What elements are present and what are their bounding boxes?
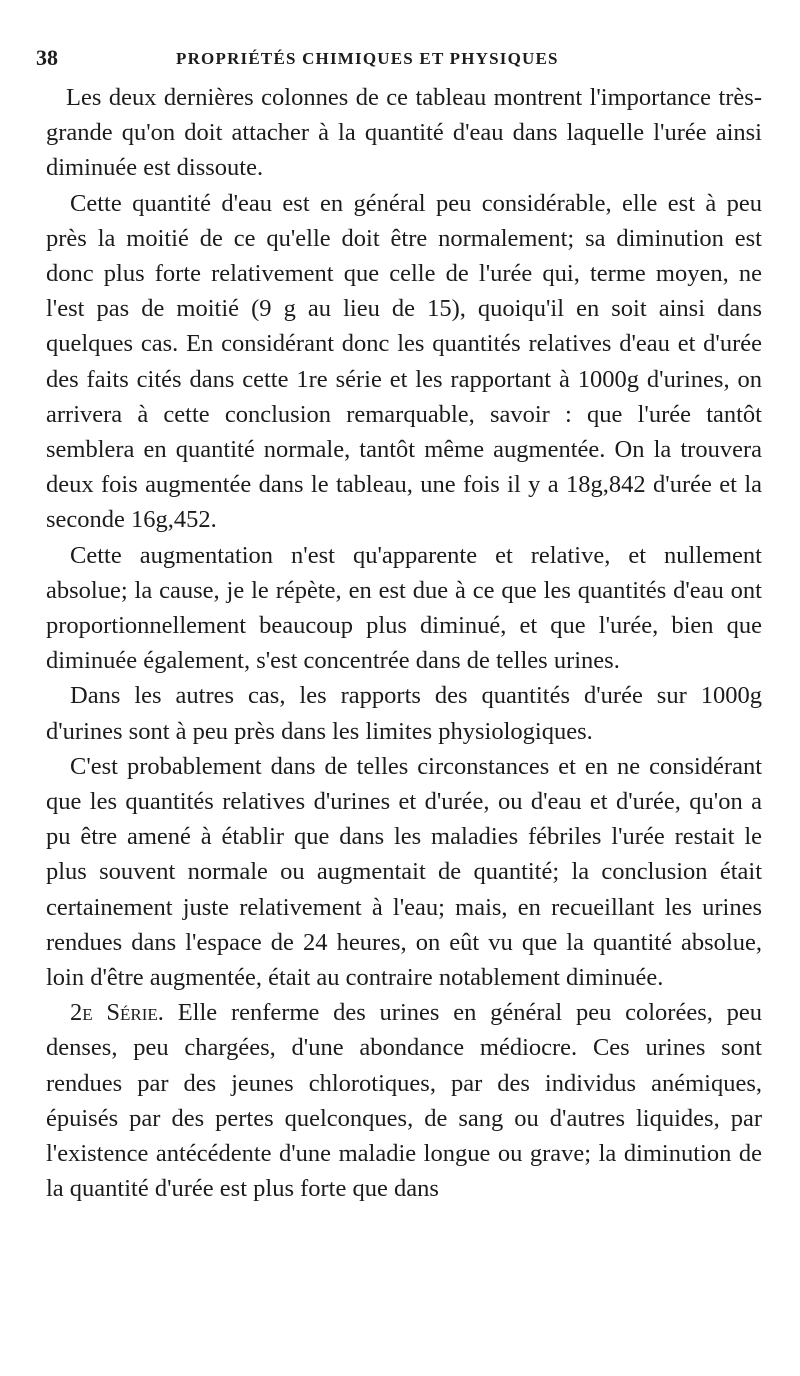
paragraph-2: Cette quantité d'eau est en général peu considérable, elle est à peu près la moitié de ce qu'elle doit être normalement; sa diminution est donc plus forte relativement que celle de l'urée qui, terme moyen, ne l'est pas de moitié (9 g au lieu de 15), quoiqu'il en soit ainsi dans quelques cas. En considérant donc les quantités relatives d'eau et d'urée des faits cités dans cette 1re série et les rapportant à 1000g d'urines, on arrivera à cette conclusion remarquable, savoir : que l'urée tantôt semblera en quantité normale, tantôt même augmentée. On la trouvera deux fois augmentée dans le tableau, une fois il y a 18g,842 d'urée et la seconde 16g,452. [46, 189, 762, 534]
paragraph-5: C'est probablement dans de telles circonstances et en ne considérant que les quantités relatives d'urines et d'urée, ou d'eau et d'urée, qu'on a pu être amené à établir que dans les maladies fébriles l'urée restait le plus souvent normale ou augmentait de quantité; la conclusion était certainement juste relativement à l'eau; mais, en recueillant les urines rendues dans l'espace de 24 heures, on eût vu que la quantité absolue, loin d'être augmentée, était au contraire notablement diminuée. [46, 752, 762, 992]
running-title: PROPRIÉTÉS CHIMIQUES ET PHYSIQUES [176, 49, 559, 68]
page-header [36, 44, 766, 76]
body-text [46, 80, 762, 1207]
paragraph-6-text: Elle renferme des urines en général peu colorées, peu denses, peu chargées, d'une abondance médiocre. Ces urines sont rendues par des jeunes chlorotiques, par des individus anémiques, épuisés par des pertes quelconques, de sang ou d'autres liquides, par l'existence antécédente d'une maladie longue ou grave; la diminution de la quantité d'urée est plus forte que dans [46, 999, 762, 1203]
paragraph-1: Les deux dernières colonnes de ce tableau montrent l'importance très-grande qu'on doit attacher à la quantité d'eau dans laquelle l'urée ainsi diminuée est dissoute. [46, 84, 762, 182]
page-number: 38 [36, 45, 58, 70]
paragraph-6 [46, 995, 762, 1206]
series-heading: 2e Série. [70, 999, 164, 1027]
paragraph-4: Dans les autres cas, les rapports des quantités d'urée sur 1000g d'urines sont à peu près dans les limites physiologiques. [46, 682, 762, 745]
paragraph-3: Cette augmentation n'est qu'apparente et relative, et nullement absolue; la cause, je le répète, en est due à ce que les quantités d'eau ont proportionnellement beaucoup plus diminué, et que l'urée, bien que diminuée également, s'est concentrée dans de telles urines. [46, 541, 762, 675]
